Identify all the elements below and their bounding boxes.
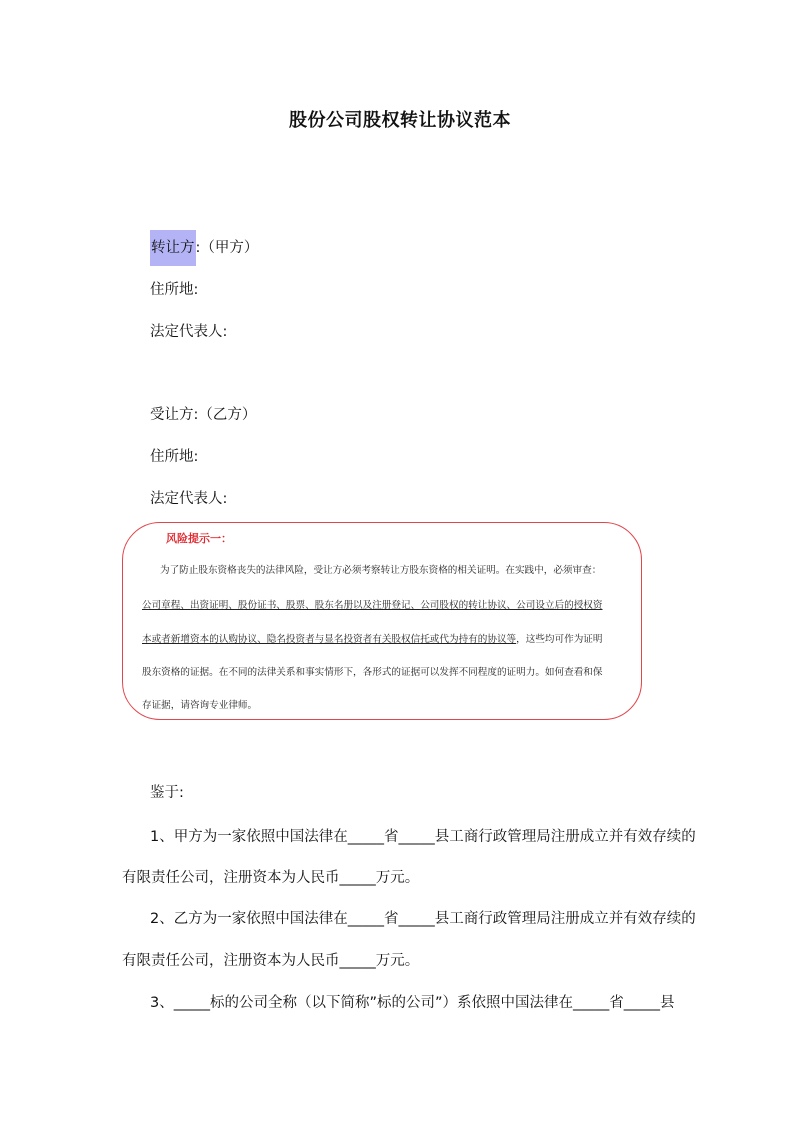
risk-notice-title: 风险提示一： bbox=[166, 532, 232, 545]
risk-notice-line: 为了防止股东资格丧失的法律风险，受让方必须考察转让方股东资格的相关证明。在实践中，必须审查： bbox=[160, 565, 602, 576]
transferor-party-tag: :（甲方） bbox=[195, 240, 259, 256]
transferor-address: 住所地: bbox=[150, 282, 199, 298]
transferee-label: 受让方:（乙方） bbox=[150, 407, 257, 423]
whereas-heading: 鉴于: bbox=[150, 785, 184, 801]
text-highlight: 转让方 bbox=[150, 230, 196, 266]
recital-item-1-cont: 有限责任公司，注册资本为人民币_____万元。 bbox=[122, 870, 420, 886]
recital-item-2-cont: 有限责任公司，注册资本为人民币_____万元。 bbox=[122, 953, 420, 969]
risk-notice-line bbox=[142, 631, 603, 645]
recital-item-3: 3、_____标的公司全称（以下简称”标的公司”）系依照中国法律在_____省_____县 bbox=[150, 995, 675, 1011]
risk-notice-line: 股东资格的证据。在不同的法律关系和事实情形下，各形式的证据可以发挥不同程度的证明力。如何查看和保 bbox=[142, 667, 603, 678]
risk-notice-line: 公司章程、出资证明、股份证书、股票、股东名册以及注册登记、公司股权的转让协议、公司设立后的授权资 bbox=[142, 600, 603, 611]
transferor-representative: 法定代表人: bbox=[150, 324, 228, 340]
risk-notice-line: 存证据，请咨询专业律师。 bbox=[142, 700, 258, 711]
recital-item-2: 2、乙方为一家依照中国法律在_____省_____县工商行政管理局注册成立并有效存续的 bbox=[150, 911, 696, 927]
recital-item-1: 1、甲方为一家依照中国法律在_____省_____县工商行政管理局注册成立并有效存续的 bbox=[150, 829, 696, 845]
transferee-representative: 法定代表人: bbox=[150, 491, 228, 507]
transferee-address: 住所地: bbox=[150, 449, 199, 465]
document-title: 股份公司股权转让协议范本 bbox=[289, 110, 511, 131]
risk-notice-text: ，这些均可作为证明 bbox=[516, 634, 603, 645]
risk-notice-underlined-text: 本或者新增资本的认购协议、隐名投资者与显名投资者有关股权信托或代为持有的协议等 bbox=[142, 634, 517, 645]
risk-notice-box bbox=[122, 522, 642, 720]
transferor-label bbox=[150, 236, 258, 257]
